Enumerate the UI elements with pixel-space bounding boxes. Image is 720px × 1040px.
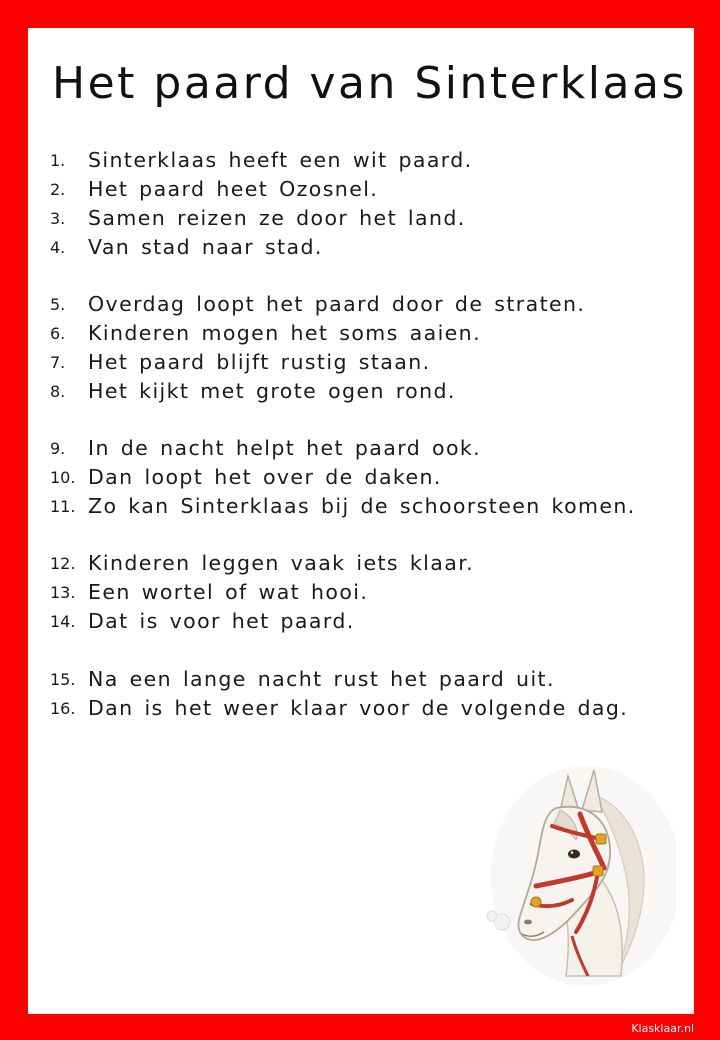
- stanza-5: [28, 665, 694, 723]
- line-number: 8.: [50, 382, 66, 401]
- line-text: Van stad naar stad.: [88, 235, 323, 259]
- stanza-2: [28, 290, 694, 406]
- line-text: Dan loopt het over de daken.: [88, 465, 442, 489]
- line-number: 4.: [50, 238, 66, 257]
- poem-line: [28, 175, 694, 204]
- line-number: 15.: [50, 670, 76, 689]
- line-number: 5.: [50, 295, 66, 314]
- poem-line: [28, 348, 694, 377]
- line-number: 1.: [50, 151, 66, 170]
- line-number: 16.: [50, 699, 76, 718]
- poem-line: [28, 549, 694, 578]
- line-text: Het paard blijft rustig staan.: [88, 350, 431, 374]
- line-text: Het kijkt met grote ogen rond.: [88, 379, 456, 403]
- line-number: 7.: [50, 353, 66, 372]
- poem-line: [28, 434, 694, 463]
- poem-line: [28, 146, 694, 175]
- stanza-3: [28, 434, 694, 521]
- poem-line: [28, 694, 694, 723]
- footer-brand: Klasklaar.nl: [631, 1022, 694, 1035]
- line-text: Dan is het weer klaar voor de volgende dag.: [88, 696, 629, 720]
- line-text: Zo kan Sinterklaas bij de schoorsteen komen.: [88, 494, 636, 518]
- poem-line: [28, 665, 694, 694]
- poem-line: [28, 607, 694, 636]
- poem-line: [28, 492, 694, 521]
- poem-line: [28, 578, 694, 607]
- worksheet-card: [28, 28, 694, 1014]
- horse-head-illustration: [476, 736, 676, 986]
- line-number: 9.: [50, 439, 66, 458]
- stanza-1: [28, 146, 694, 262]
- line-text: Het paard heet Ozosnel.: [88, 177, 379, 201]
- line-text: Dat is voor het paard.: [88, 609, 355, 633]
- poem-line: [28, 290, 694, 319]
- line-number: 14.: [50, 612, 76, 631]
- line-number: 11.: [50, 497, 76, 516]
- line-number: 10.: [50, 468, 76, 487]
- line-number: 12.: [50, 554, 76, 573]
- line-text: Overdag loopt het paard door de straten.: [88, 292, 586, 316]
- line-text: Een wortel of wat hooi.: [88, 580, 369, 604]
- poem-line: [28, 377, 694, 406]
- line-text: Sinterklaas heeft een wit paard.: [88, 148, 473, 172]
- line-text: Kinderen leggen vaak iets klaar.: [88, 551, 475, 575]
- line-text: Kinderen mogen het soms aaien.: [88, 321, 481, 345]
- line-number: 3.: [50, 209, 66, 228]
- line-number: 6.: [50, 324, 66, 343]
- line-number: 2.: [50, 180, 66, 199]
- stanza-4: [28, 549, 694, 636]
- poem-line: [28, 463, 694, 492]
- poem-line: [28, 204, 694, 233]
- page-title: Het paard van Sinterklaas: [52, 58, 687, 109]
- line-text: In de nacht helpt het paard ook.: [88, 436, 482, 460]
- line-text: Samen reizen ze door het land.: [88, 206, 466, 230]
- poem-line: [28, 233, 694, 262]
- poem-line: [28, 319, 694, 348]
- line-number: 13.: [50, 583, 76, 602]
- line-text: Na een lange nacht rust het paard uit.: [88, 667, 555, 691]
